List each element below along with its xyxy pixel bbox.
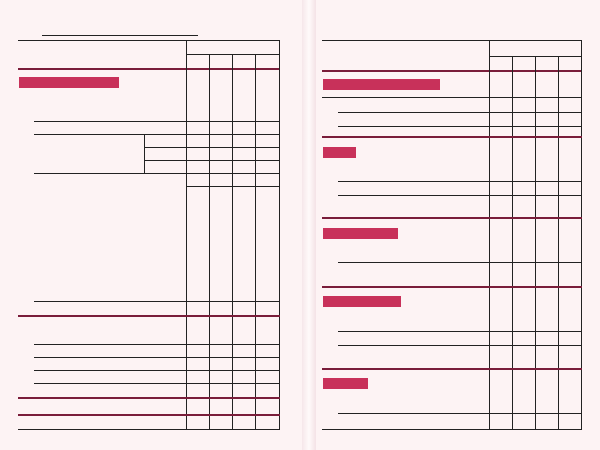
- left-col-line: [232, 54, 233, 430]
- reading-progress-banner: [19, 77, 119, 88]
- section-rule: [18, 315, 280, 317]
- left-col-line: [255, 54, 256, 430]
- row-rule: [338, 112, 582, 113]
- row-rule: [338, 195, 582, 196]
- religious-education-banner: [323, 79, 440, 90]
- row-rule: [34, 370, 280, 371]
- row-rule: [338, 345, 582, 346]
- left-col-line: [279, 40, 280, 430]
- right-col-line: [581, 40, 582, 430]
- section-rule: [18, 429, 280, 430]
- left-col-line: [186, 40, 187, 430]
- music-banner: [323, 378, 368, 389]
- section-rule: [322, 136, 582, 138]
- row-rule: [144, 147, 280, 148]
- row-rule: [322, 429, 582, 430]
- row-rule: [34, 121, 280, 122]
- row-rule: [338, 126, 582, 127]
- row-rule: [338, 262, 582, 263]
- row-rule: [338, 181, 582, 182]
- row-rule: [338, 413, 582, 414]
- left-header-rule: [18, 68, 280, 70]
- row-rule: [144, 134, 145, 174]
- row-rule: [34, 357, 280, 358]
- center-fold: [302, 0, 316, 450]
- row-rule: [338, 331, 582, 332]
- row-rule: [34, 173, 280, 174]
- right-col-line: [489, 40, 490, 430]
- right-header-rule: [322, 70, 582, 72]
- right-top-rule: [322, 40, 582, 41]
- row-rule: [34, 134, 280, 135]
- mathematics-banner: [323, 296, 401, 307]
- art-banner: [323, 147, 356, 158]
- left-col-line: [209, 54, 210, 430]
- row-rule: [322, 97, 582, 98]
- row-rule: [34, 383, 280, 384]
- section-rule: [322, 286, 582, 288]
- left-top-rule: [18, 40, 280, 41]
- row-rule: [34, 344, 280, 345]
- section-rule: [322, 217, 582, 219]
- row-rule: [144, 160, 280, 161]
- left-quarters-rule: [186, 54, 280, 55]
- row-rule: [34, 301, 280, 302]
- row-rule: [186, 186, 280, 187]
- section-rule: [322, 368, 582, 370]
- section-rule: [18, 397, 280, 399]
- name-line[interactable]: [42, 35, 198, 36]
- section-rule: [18, 414, 280, 416]
- handwriting-banner: [323, 228, 398, 239]
